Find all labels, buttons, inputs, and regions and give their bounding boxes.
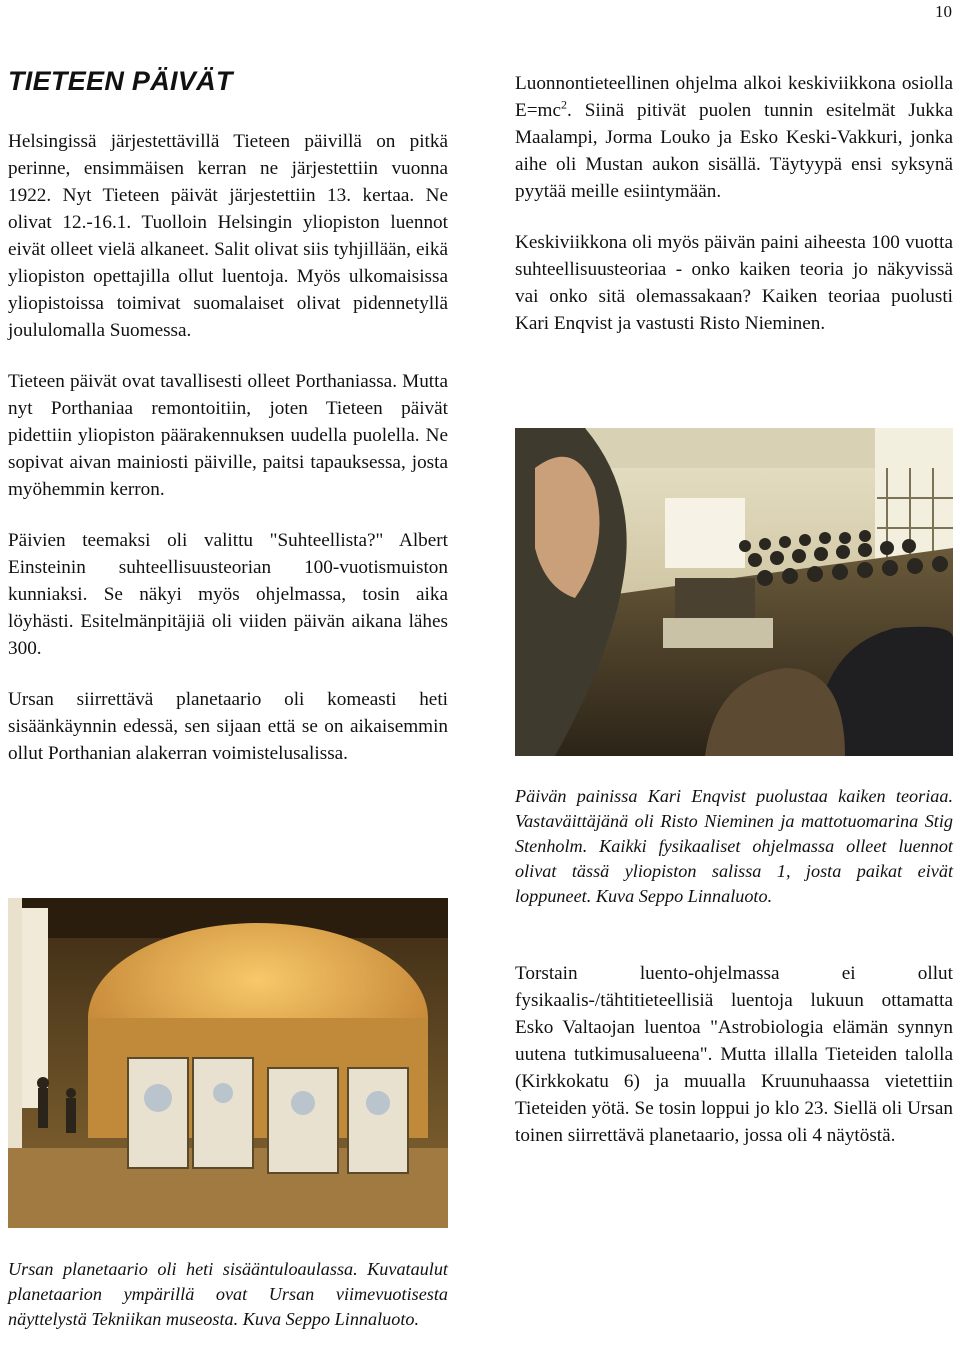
right-text-column-bottom — [515, 960, 953, 1173]
paragraph-program-start — [515, 70, 953, 205]
program-text-a: Luonnontieteellinen ohjelma alkoi keskiviikkona osiolla E=mc — [515, 73, 953, 121]
paragraph-planetarium: Ursan siirrettävä planetaario oli komeasti heti sisäänkäynnin edessä, sen sijaan että se on aikaisemmin ollut Porthanian alakerran voimistelusalissa. — [8, 689, 448, 764]
lecture-photo-caption: Päivän painissa Kari Enqvist puolustaa kaiken teoriaa. Vastaväittäjänä oli Risto Nieminen ja mattotuomarina Stig Stenholm. Kaikki fysikaaliset ohjelmassa olleet luennot olivat tässä yliopiston salissa 1, josta paikat eivät loppuneet. Kuva Seppo Linnaluoto. — [515, 786, 953, 906]
lecture-hall-photo — [515, 428, 953, 756]
page-number: 10 — [935, 2, 952, 21]
paragraph-history: Helsingissä järjestettävillä Tieteen päivillä on pitkä perinne, ensimmäisen kerran ne järjestettiin vuonna 1922. Nyt Tieteen päivät järjestettiin 13. kertaa. Ne olivat 12.-16.1. Tuolloin Helsingin yliopiston luennot eivät olleet vielä alkaneet. Salit olivat siis tyhjillään, eikä yliopiston opettajilla ollut luentoja. Myös ulkomaisissa yliopistoissa toimivat suomalaiset olivat pidennetyllä joululomalla Suomessa. — [8, 131, 448, 341]
paragraph-debate: Keskiviikkona oli myös päivän paini aiheesta 100 vuotta suhteellisuusteoriaa - onko kaiken teoria jo näkyvissä vai onko sitä olemassakaan? Kaiken teoriaa puolusti Kari Enqvist ja vastusti Risto Nieminen. — [515, 232, 953, 334]
paragraph-venue: Tieteen päivät ovat tavallisesti olleet Porthaniassa. Mutta nyt Porthaniaa remontoitiin, joten Tieteen päivät pidettiin yliopiston päärakennuksen uudella puolella. Ne sopivat aivan mainiosti päiville, paitsi tapauksessa, josta myöhemmin kerron. — [8, 371, 448, 500]
program-text-b: . Siinä pitivät puolen tunnin esitelmät Jukka Maalampi, Jorma Louko ja Esko Keski-Vakkuri, jonka aihe oli Mustan aukon sisällä. Täytyypä ensi syksynä pyytää meille esiintymään. — [515, 100, 953, 202]
superscript-two: 2 — [560, 97, 567, 112]
article-headline: TIETEEN PÄIVÄT — [8, 66, 233, 96]
right-text-column-top — [515, 70, 953, 361]
paragraph-thursday: Torstain luento-ohjelmassa ei ollut fysikaalis-/tähtitieteellisiä luentoja lukuun ottamatta Esko Valtaojan luentoa "Astrobiologia elämän synnyn uutena tutkimusalueena". Mutta illalla Tieteiden talolla (Kirkkokatu 6) ja muualla Kruunuhaassa vietettiin Tieteiden yötä. Se tosin loppui jo klo 23. Siellä oli Ursan toinen siirrettävä planetaario, jossa oli 4 näytöstä. — [515, 963, 953, 1146]
left-text-column — [8, 128, 448, 791]
paragraph-theme: Päivien teemaksi oli valittu "Suhteellista?" Albert Einsteinin suhteellisuusteorian 100-vuotismuiston kunniaksi. Se näkyi myös ohjelmassa, tosin aika löyhästi. Esitelmänpitäjiä oli viiden päivän aikana lähes 300. — [8, 530, 448, 659]
planetarium-photo-caption: Ursan planetaario oli heti sisääntuloaulassa. Kuvataulut planetaarion ympärillä ovat Ursan viimevuotisesta näyttelystä Tekniikan museosta. Kuva Seppo Linnaluoto. — [8, 1259, 448, 1329]
planetarium-lobby-photo — [8, 898, 448, 1228]
